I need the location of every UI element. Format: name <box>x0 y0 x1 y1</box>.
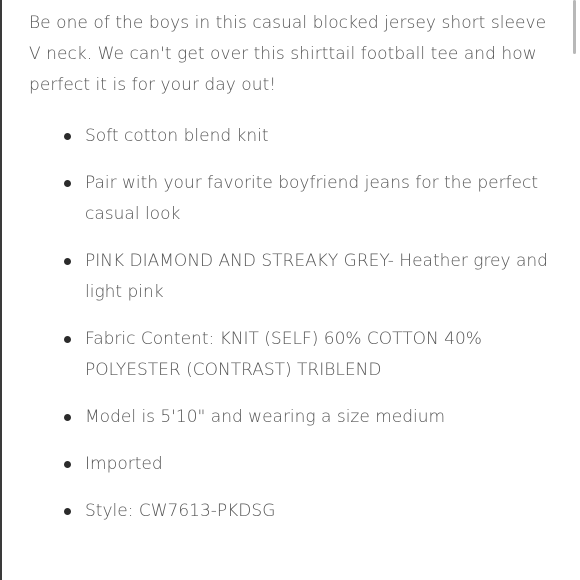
bullet-icon <box>64 414 71 421</box>
feature-item <box>29 402 557 433</box>
feature-item <box>29 168 557 230</box>
bullet-icon <box>64 508 71 515</box>
product-description <box>29 8 557 523</box>
feature-text: Pair with your favorite boyfriend jeans for the perfect casual look <box>85 173 539 224</box>
feature-text: Imported <box>85 454 163 474</box>
description-text: Be one of the boys in this casual blocked jersey short sleeve V neck. We can't get over this shirttail football tee and how perfect it is for your day out! <box>29 13 547 95</box>
feature-item <box>29 121 557 152</box>
feature-text: Soft cotton blend knit <box>85 126 269 146</box>
feature-text: Fabric Content: KNIT (SELF) 60% COTTON 40% POLYESTER (CONTRAST) TRIBLEND <box>85 329 482 380</box>
bullet-icon <box>64 133 71 140</box>
bullet-icon <box>64 180 71 187</box>
feature-item <box>29 246 557 308</box>
feature-text: Style: CW7613-PKDSG <box>85 501 276 521</box>
scrollbar[interactable] <box>573 0 576 54</box>
bullet-icon <box>64 461 71 468</box>
bullet-icon <box>64 258 71 265</box>
feature-list <box>29 121 557 527</box>
feature-item <box>29 324 557 386</box>
feature-item <box>29 449 557 480</box>
bullet-icon <box>64 336 71 343</box>
feature-text: Model is 5'10" and wearing a size medium <box>85 407 446 427</box>
feature-text: PINK DIAMOND AND STREAKY GREY- Heather grey and light pink <box>85 251 548 302</box>
left-border <box>0 0 2 580</box>
feature-item <box>29 496 557 527</box>
